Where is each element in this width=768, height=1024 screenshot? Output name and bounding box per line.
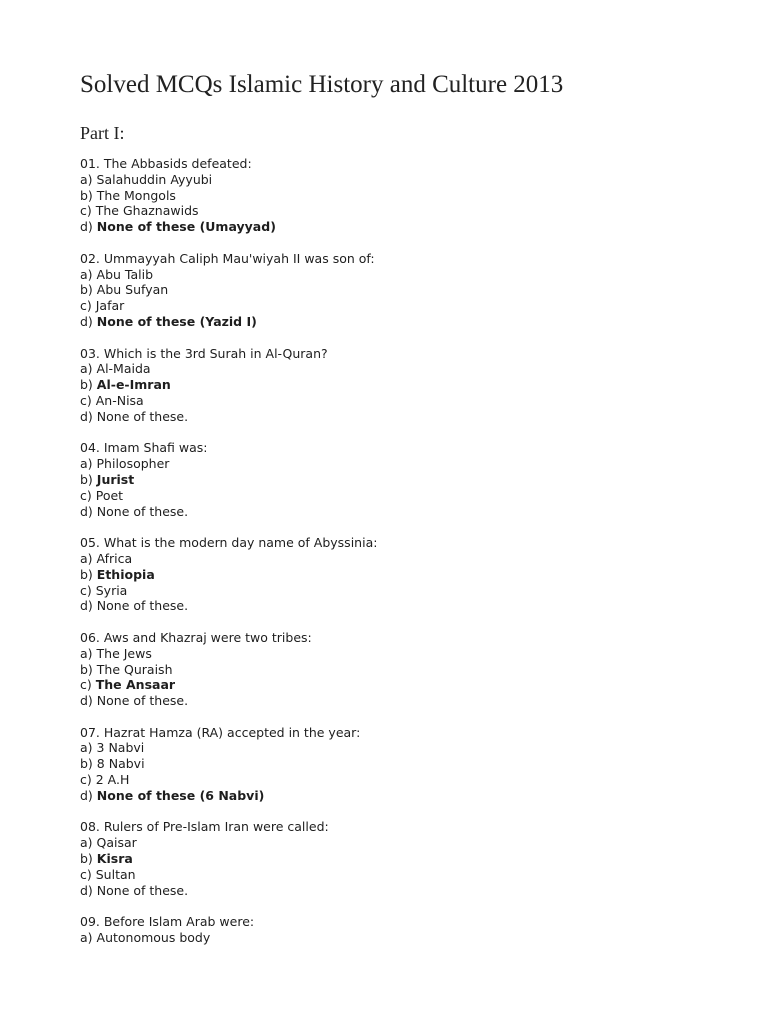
answer-option bbox=[80, 756, 377, 772]
question-block bbox=[80, 725, 377, 804]
option-prefix: d) bbox=[80, 882, 97, 898]
option-prefix: c) bbox=[80, 203, 96, 219]
option-prefix: d) bbox=[80, 503, 97, 519]
document-title: Solved MCQs Islamic History and Culture 2013 bbox=[80, 71, 564, 98]
option-text: 3 Nabvi bbox=[96, 740, 145, 756]
answer-option-correct bbox=[80, 788, 377, 804]
answer-option bbox=[80, 930, 377, 946]
answer-option bbox=[80, 883, 377, 899]
answer-option-correct bbox=[80, 219, 377, 235]
option-prefix: a) bbox=[80, 835, 97, 851]
option-text: Abu Talib bbox=[96, 266, 154, 282]
option-prefix: d) bbox=[80, 787, 97, 803]
option-text: Africa bbox=[96, 550, 133, 566]
correct-answer-text: None of these (6 Nabvi) bbox=[96, 787, 265, 803]
option-text: None of these. bbox=[96, 598, 189, 614]
answer-option bbox=[80, 583, 377, 599]
option-prefix: b) bbox=[80, 187, 97, 203]
option-text: An-Nisa bbox=[95, 392, 144, 408]
option-prefix: b) bbox=[80, 471, 97, 487]
question-block bbox=[80, 819, 377, 898]
option-text: The Mongols bbox=[96, 187, 176, 203]
option-prefix: d) bbox=[80, 313, 97, 329]
question-text: 06. Aws and Khazraj were two tribes: bbox=[80, 629, 312, 645]
answer-option bbox=[80, 188, 377, 204]
correct-answer-text: Ethiopia bbox=[96, 566, 155, 582]
option-prefix: a) bbox=[80, 645, 97, 661]
answer-option bbox=[80, 504, 377, 520]
question-text: 09. Before Islam Arab were: bbox=[80, 914, 255, 930]
answer-option bbox=[80, 662, 377, 678]
answer-option bbox=[80, 456, 377, 472]
correct-answer-text: None of these (Umayyad) bbox=[96, 219, 276, 235]
option-prefix: c) bbox=[80, 392, 96, 408]
question-block bbox=[80, 914, 377, 946]
option-text: The Jews bbox=[96, 645, 152, 661]
answer-option bbox=[80, 551, 377, 567]
correct-answer-text: Jurist bbox=[96, 471, 135, 487]
option-prefix: b) bbox=[80, 661, 97, 677]
question-block bbox=[80, 630, 377, 709]
option-text: Autonomous body bbox=[96, 930, 211, 946]
option-prefix: c) bbox=[80, 582, 96, 598]
option-prefix: b) bbox=[80, 566, 97, 582]
answer-option bbox=[80, 393, 377, 409]
question-text: 04. Imam Shafi was: bbox=[80, 440, 208, 456]
answer-option bbox=[80, 172, 377, 188]
answer-option bbox=[80, 282, 377, 298]
answer-option bbox=[80, 646, 377, 662]
question-list bbox=[80, 156, 377, 962]
option-text: The Quraish bbox=[96, 661, 173, 677]
question-text: 02. Ummayyah Caliph Mau'wiyah II was son of: bbox=[80, 250, 375, 266]
question-text: 05. What is the modern day name of Abyssinia: bbox=[80, 535, 378, 551]
question-text: 08. Rulers of Pre-Islam Iran were called: bbox=[80, 819, 329, 835]
answer-option bbox=[80, 409, 377, 425]
option-text: Jafar bbox=[95, 298, 125, 314]
question-block bbox=[80, 251, 377, 330]
question-block bbox=[80, 346, 377, 425]
option-text: None of these. bbox=[96, 693, 189, 709]
question-text: 07. Hazrat Hamza (RA) accepted in the year: bbox=[80, 724, 361, 740]
option-text: Philosopher bbox=[96, 456, 170, 472]
answer-option bbox=[80, 740, 377, 756]
part-heading: Part I: bbox=[80, 123, 125, 143]
option-text: 8 Nabvi bbox=[96, 756, 145, 772]
question-block bbox=[80, 440, 377, 519]
option-text: None of these. bbox=[96, 882, 189, 898]
option-prefix: c) bbox=[80, 298, 96, 314]
option-prefix: c) bbox=[80, 866, 96, 882]
option-prefix: a) bbox=[80, 456, 97, 472]
answer-option-correct bbox=[80, 567, 377, 583]
option-prefix: a) bbox=[80, 930, 97, 946]
correct-answer-text: None of these (Yazid I) bbox=[96, 313, 257, 329]
question-block bbox=[80, 156, 377, 235]
option-prefix: a) bbox=[80, 266, 97, 282]
answer-option bbox=[80, 867, 377, 883]
correct-answer-text: Kisra bbox=[96, 851, 133, 867]
answer-option bbox=[80, 598, 377, 614]
answer-option-correct bbox=[80, 677, 377, 693]
answer-option bbox=[80, 693, 377, 709]
option-text: 2 A.H bbox=[95, 772, 130, 788]
answer-option bbox=[80, 772, 377, 788]
answer-option bbox=[80, 203, 377, 219]
option-prefix: c) bbox=[80, 677, 96, 693]
answer-option-correct bbox=[80, 314, 377, 330]
option-prefix: b) bbox=[80, 756, 97, 772]
question-block bbox=[80, 535, 377, 614]
correct-answer-text: Al-e-Imran bbox=[96, 377, 171, 393]
option-text: Abu Sufyan bbox=[96, 282, 169, 298]
answer-option bbox=[80, 361, 377, 377]
option-prefix: a) bbox=[80, 361, 97, 377]
answer-option bbox=[80, 298, 377, 314]
option-prefix: a) bbox=[80, 740, 97, 756]
option-text: Syria bbox=[95, 582, 128, 598]
option-text: Qaisar bbox=[96, 835, 137, 851]
correct-answer-text: The Ansaar bbox=[95, 677, 176, 693]
answer-option bbox=[80, 835, 377, 851]
answer-option-correct bbox=[80, 851, 377, 867]
answer-option bbox=[80, 488, 377, 504]
question-text: 03. Which is the 3rd Surah in Al-Quran? bbox=[80, 345, 328, 361]
answer-option-correct bbox=[80, 472, 377, 488]
option-prefix: d) bbox=[80, 598, 97, 614]
option-prefix: d) bbox=[80, 408, 97, 424]
option-prefix: d) bbox=[80, 219, 97, 235]
question-text: 01. The Abbasids defeated: bbox=[80, 156, 252, 171]
answer-option-correct bbox=[80, 377, 377, 393]
option-text: None of these. bbox=[96, 503, 189, 519]
answer-option bbox=[80, 267, 377, 283]
option-text: None of these. bbox=[96, 408, 189, 424]
option-prefix: d) bbox=[80, 693, 97, 709]
option-prefix: b) bbox=[80, 851, 97, 867]
option-prefix: a) bbox=[80, 171, 97, 187]
option-text: Al-Maida bbox=[96, 361, 151, 377]
option-prefix: b) bbox=[80, 377, 97, 393]
option-prefix: c) bbox=[80, 772, 96, 788]
option-prefix: a) bbox=[80, 550, 97, 566]
option-text: The Ghaznawids bbox=[95, 203, 199, 219]
option-text: Salahuddin Ayyubi bbox=[96, 171, 213, 187]
option-prefix: c) bbox=[80, 487, 96, 503]
option-prefix: b) bbox=[80, 282, 97, 298]
option-text: Sultan bbox=[95, 866, 136, 882]
option-text: Poet bbox=[95, 487, 124, 503]
